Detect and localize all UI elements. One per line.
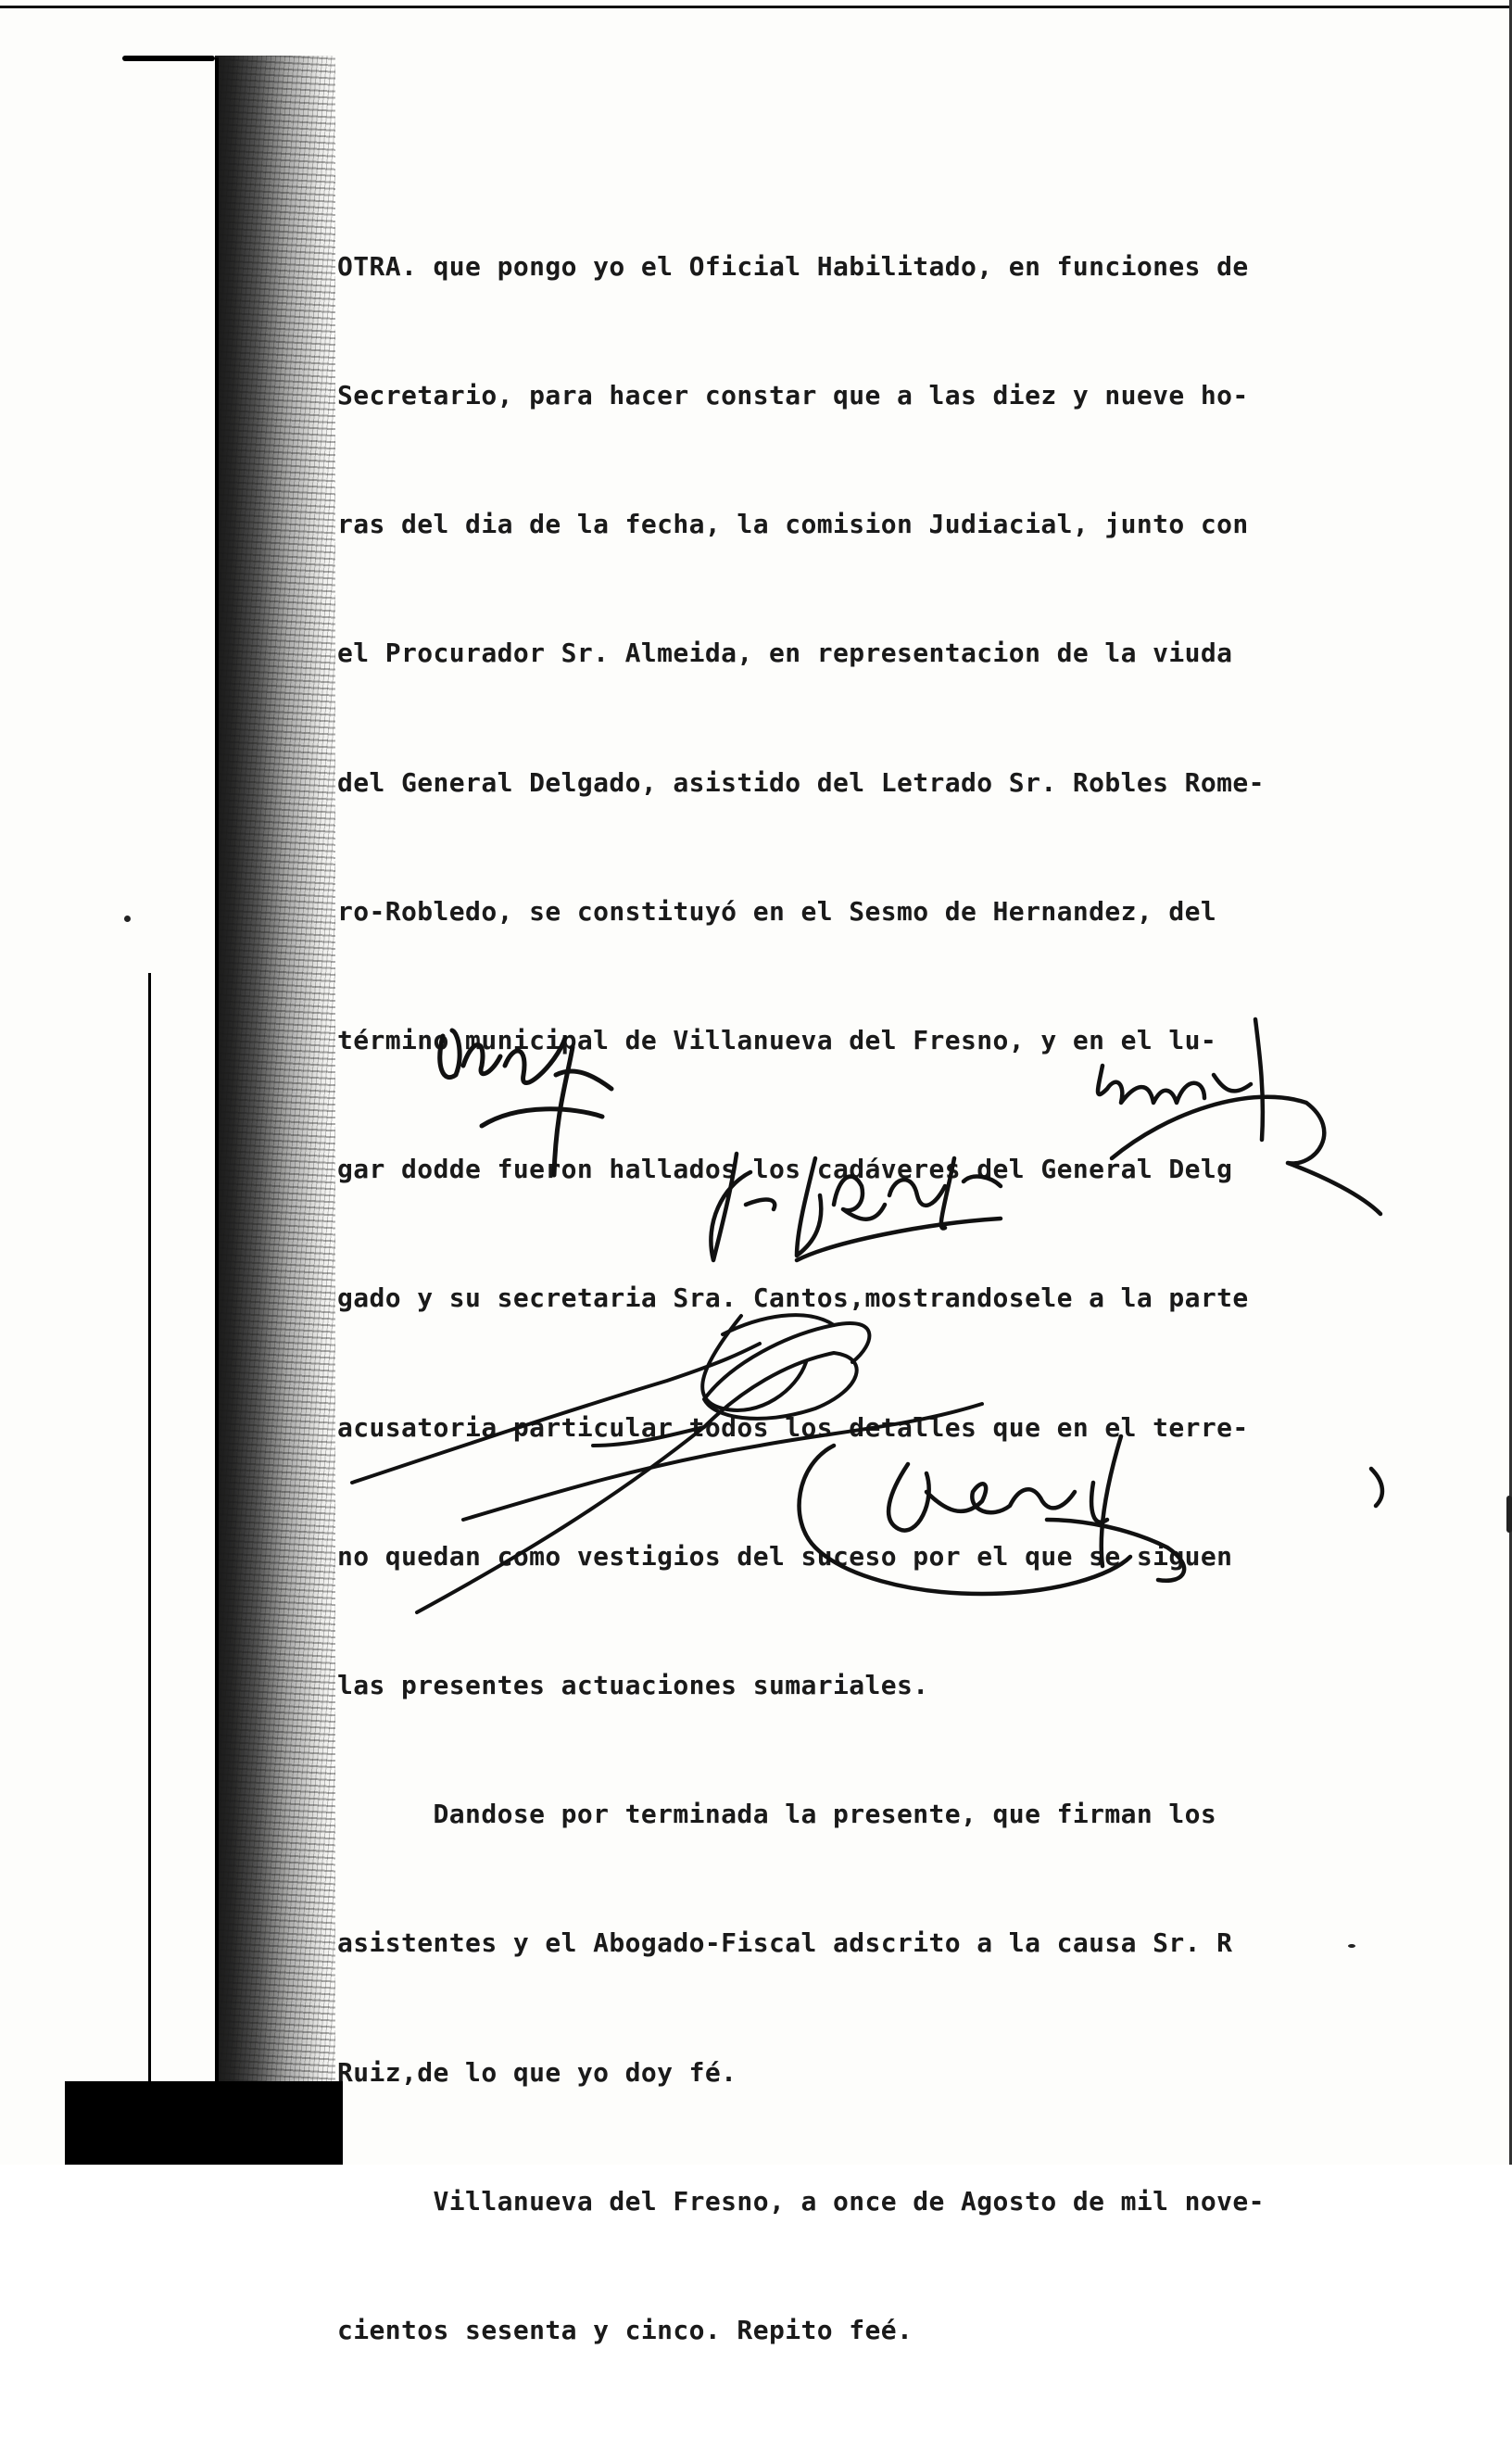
text-line: término municipal de Villanueva del Fresno, y en el lu- [337, 1025, 1217, 1056]
text-line: OTRA. que pongo yo el Oficial Habilitado, en funciones de [337, 250, 1249, 282]
text-line: Villanueva del Fresno, a once de Agosto de mil nove- [337, 2185, 1265, 2217]
text-line: Dandose por terminada la presente, que firman los [337, 1799, 1217, 1830]
text-line: las presentes actuaciones sumariales. [337, 1670, 929, 1701]
text-line: ro-Robledo, se constituyó en el Sesmo de Hernandez, del [337, 895, 1217, 927]
text-line: gado y su secretaria Sra. Cantos,mostrandosele a la parte [337, 1282, 1249, 1314]
text-line: el Procurador Sr. Almeida, en representacion de la viuda [337, 638, 1233, 669]
text-line: ras del dia de la fecha, la comision Judiacial, junto con [337, 509, 1249, 540]
signature-3 [1098, 1019, 1380, 1214]
text-line: gar dodde fueron hallados los cadáveres del General Delg [337, 1154, 1233, 1185]
margin-dot [1348, 1944, 1355, 1948]
margin-dot [1506, 1496, 1512, 1533]
signature-5 [800, 1436, 1382, 1594]
text-line: Ruiz,de lo que yo doy fé. [337, 2056, 737, 2088]
margin-dot [124, 916, 131, 922]
text-line: cientos sesenta y cinco. Repito feé. [337, 2315, 914, 2346]
text-line: del General Delgado, asistido del Letrado Sr. Robles Rome- [337, 766, 1265, 798]
signature-1 [440, 1030, 611, 1175]
text-line: no quedan como vestigios del suceso por el que se siguen [337, 1540, 1233, 1572]
signature-2 [711, 1154, 1001, 1260]
signature-4 [352, 1315, 982, 1612]
text-line: asistentes y el Abogado-Fiscal adscrito a la causa Sr. R [337, 1927, 1233, 1959]
text-line: Secretario, para hacer constar que a las diez y nueve ho- [337, 380, 1249, 411]
text-line: acusatoria particular todos los detalles que en el terre- [337, 1411, 1249, 1443]
